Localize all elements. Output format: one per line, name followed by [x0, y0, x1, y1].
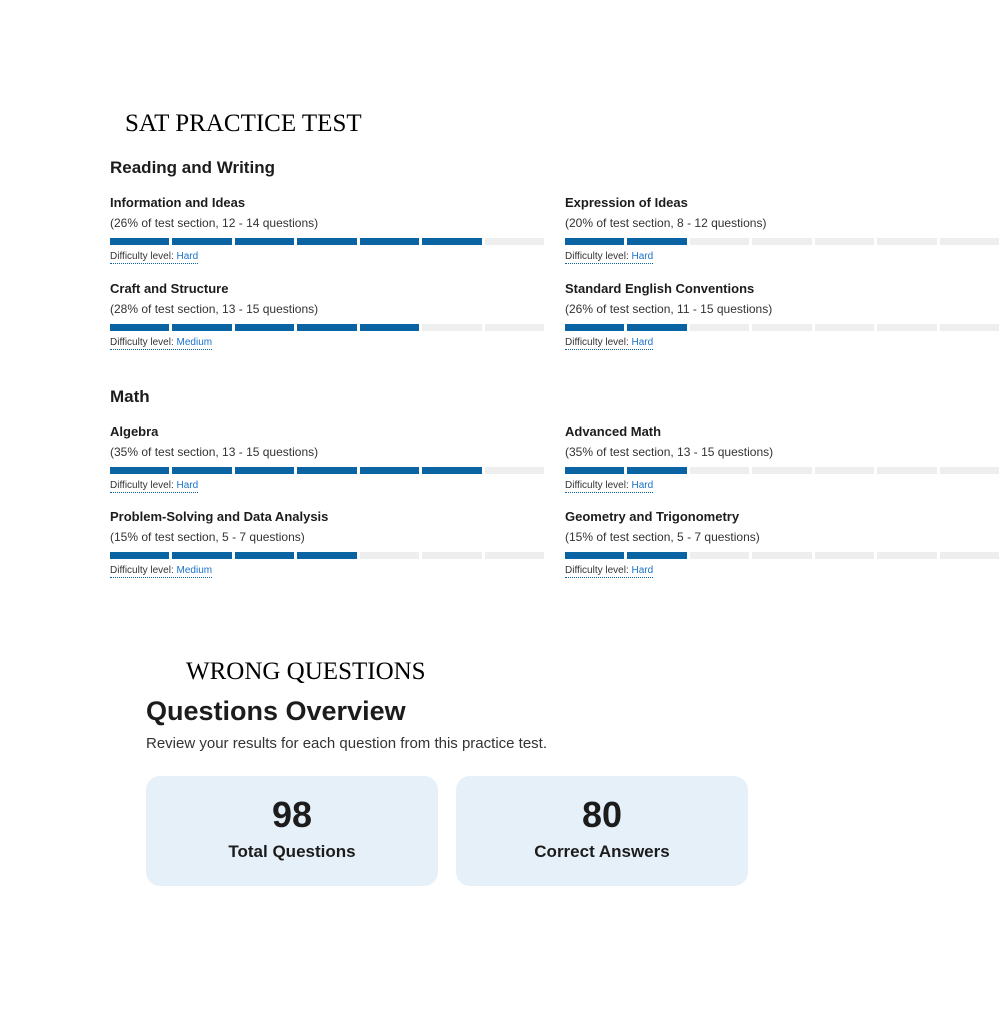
difficulty-value: Medium: [176, 337, 213, 348]
progress-segment: [422, 238, 481, 245]
difficulty-label: Difficulty level:: [565, 251, 629, 262]
difficulty-tooltip-trigger[interactable]: [110, 251, 198, 264]
section-title-math: Math: [110, 387, 150, 406]
difficulty-tooltip-trigger[interactable]: [565, 480, 653, 493]
progress-segment: [422, 467, 481, 474]
skill-card: [565, 424, 999, 491]
progress-segment: [690, 552, 749, 559]
difficulty-value: Hard: [631, 480, 654, 491]
progress-segment: [172, 467, 231, 474]
skill-detail: (35% of test section, 13 - 15 questions): [110, 445, 319, 459]
difficulty-value: Hard: [631, 565, 654, 576]
difficulty-tooltip-trigger[interactable]: [110, 480, 198, 493]
progress-segment: [565, 324, 624, 331]
skill-card: [565, 509, 999, 576]
stat-card-total-questions: [146, 776, 438, 886]
progress-segment: [235, 324, 294, 331]
progress-segment: [627, 238, 686, 245]
progress-segment: [485, 552, 544, 559]
progress-segment: [360, 552, 419, 559]
progress-segment: [172, 324, 231, 331]
stat-value: 80: [581, 794, 623, 835]
difficulty-value: Medium: [176, 565, 213, 576]
progress-segment: [815, 238, 874, 245]
progress-segment: [627, 467, 686, 474]
skill-card: [110, 195, 544, 262]
progress-segment: [752, 324, 811, 331]
progress-segment: [235, 238, 294, 245]
difficulty-row: [565, 480, 999, 491]
progress-segment: [565, 238, 624, 245]
difficulty-row: [565, 565, 999, 576]
difficulty-row: [565, 337, 999, 348]
progress-segment: [422, 324, 481, 331]
difficulty-tooltip-trigger[interactable]: [565, 337, 653, 350]
progress-segment: [172, 552, 231, 559]
skill-name: Standard English Conventions: [565, 281, 755, 296]
skill-detail: (35% of test section, 13 - 15 questions): [565, 445, 774, 459]
questions-overview-title: Questions Overview: [146, 696, 406, 726]
progress-segment: [752, 467, 811, 474]
skill-detail: (15% of test section, 5 - 7 questions): [565, 530, 760, 544]
progress-bar: [110, 324, 544, 331]
difficulty-label: Difficulty level:: [110, 337, 174, 348]
difficulty-label: Difficulty level:: [565, 565, 629, 576]
skill-name: Information and Ideas: [110, 195, 246, 210]
skill-detail: (28% of test section, 13 - 15 questions): [110, 302, 319, 316]
skill-name: Algebra: [110, 424, 159, 439]
progress-segment: [110, 552, 169, 559]
skill-name: Craft and Structure: [110, 281, 229, 296]
difficulty-value: Hard: [631, 337, 654, 348]
progress-segment: [940, 238, 999, 245]
difficulty-label: Difficulty level:: [110, 251, 174, 262]
difficulty-row: [110, 565, 544, 576]
skill-card: [565, 281, 999, 348]
difficulty-label: Difficulty level:: [110, 480, 174, 491]
skill-detail: (26% of test section, 12 - 14 questions): [110, 216, 319, 230]
progress-segment: [940, 324, 999, 331]
skills-screenshot: [108, 150, 774, 590]
difficulty-label: Difficulty level:: [110, 565, 174, 576]
skill-card: [110, 509, 544, 576]
progress-segment: [877, 238, 936, 245]
progress-segment: [485, 467, 544, 474]
skill-card: [565, 195, 999, 262]
progress-segment: [565, 467, 624, 474]
progress-segment: [877, 324, 936, 331]
progress-bar: [110, 238, 544, 245]
difficulty-tooltip-trigger[interactable]: [565, 565, 653, 578]
progress-bar: [565, 552, 999, 559]
skill-name: Geometry and Trigonometry: [565, 509, 740, 524]
difficulty-row: [110, 251, 544, 262]
skill-name: Advanced Math: [565, 424, 662, 439]
difficulty-tooltip-trigger[interactable]: [110, 337, 212, 350]
stat-label: Correct Answers: [534, 842, 670, 861]
difficulty-label: Difficulty level:: [565, 337, 629, 348]
progress-segment: [565, 552, 624, 559]
progress-segment: [360, 467, 419, 474]
progress-segment: [752, 552, 811, 559]
progress-segment: [690, 324, 749, 331]
progress-segment: [485, 324, 544, 331]
skill-name: Expression of Ideas: [565, 195, 688, 210]
progress-segment: [752, 238, 811, 245]
skill-name: Problem-Solving and Data Analysis: [110, 509, 329, 524]
progress-segment: [940, 467, 999, 474]
progress-segment: [690, 467, 749, 474]
skill-card: [110, 424, 544, 491]
progress-segment: [297, 552, 356, 559]
progress-segment: [110, 467, 169, 474]
skill-detail: (15% of test section, 5 - 7 questions): [110, 530, 305, 544]
difficulty-row: [110, 337, 544, 348]
difficulty-value: Hard: [176, 251, 199, 262]
progress-segment: [360, 324, 419, 331]
sat-practice-test-heading: SAT PRACTICE TEST: [125, 110, 362, 137]
difficulty-value: Hard: [176, 480, 199, 491]
stat-value: 98: [271, 794, 313, 835]
progress-segment: [360, 238, 419, 245]
progress-segment: [627, 552, 686, 559]
progress-bar: [565, 467, 999, 474]
progress-segment: [297, 238, 356, 245]
progress-segment: [690, 238, 749, 245]
difficulty-tooltip-trigger[interactable]: [565, 251, 653, 264]
progress-bar: [565, 238, 999, 245]
questions-overview-screenshot: [146, 696, 668, 896]
difficulty-row: [110, 480, 544, 491]
progress-segment: [877, 467, 936, 474]
stat-card-correct-answers: [456, 776, 748, 886]
progress-segment: [297, 467, 356, 474]
progress-segment: [627, 324, 686, 331]
progress-segment: [110, 324, 169, 331]
difficulty-value: Hard: [631, 251, 654, 262]
progress-segment: [815, 552, 874, 559]
skill-detail: (26% of test section, 11 - 15 questions): [565, 302, 773, 316]
difficulty-row: [565, 251, 999, 262]
progress-bar: [110, 467, 544, 474]
progress-segment: [297, 324, 356, 331]
section-title-reading-writing: Reading and Writing: [110, 158, 275, 177]
progress-segment: [940, 552, 999, 559]
questions-overview-subtitle: Review your results for each question from this practice test.: [146, 735, 548, 752]
progress-segment: [877, 552, 936, 559]
difficulty-label: Difficulty level:: [565, 480, 629, 491]
wrong-questions-heading: WRONG QUESTIONS: [186, 658, 426, 685]
progress-segment: [235, 552, 294, 559]
progress-bar: [565, 324, 999, 331]
progress-segment: [110, 238, 169, 245]
progress-segment: [422, 552, 481, 559]
progress-bar: [110, 552, 544, 559]
progress-segment: [815, 467, 874, 474]
progress-segment: [235, 467, 294, 474]
skill-card: [110, 281, 544, 348]
progress-segment: [485, 238, 544, 245]
skill-detail: (20% of test section, 8 - 12 questions): [565, 216, 767, 230]
difficulty-tooltip-trigger[interactable]: [110, 565, 212, 578]
progress-segment: [815, 324, 874, 331]
stat-label: Total Questions: [228, 842, 356, 861]
progress-segment: [172, 238, 231, 245]
